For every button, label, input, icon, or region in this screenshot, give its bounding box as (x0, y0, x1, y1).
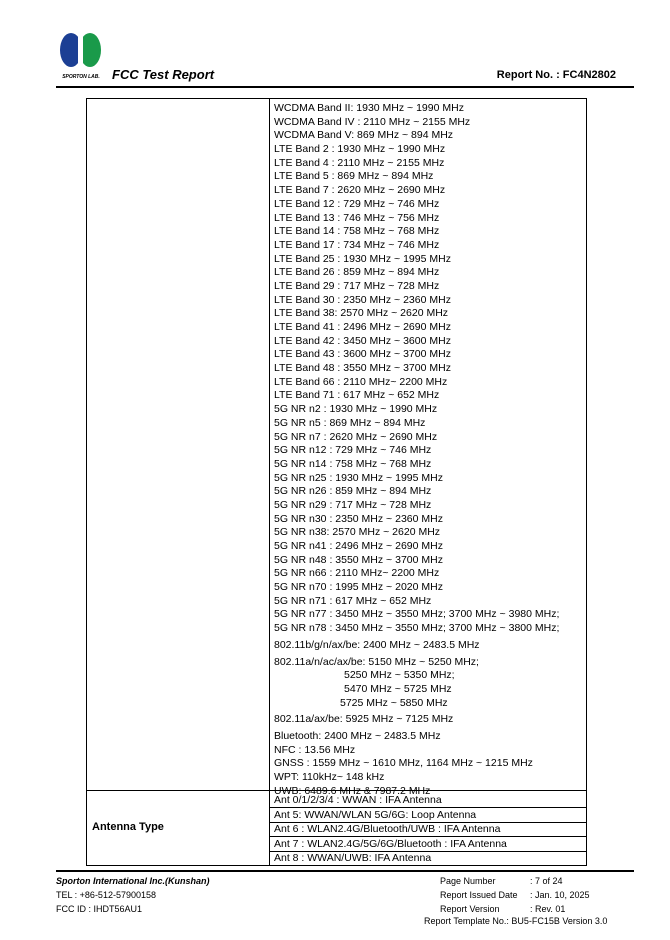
frequency-item: 5G NR n29 : 717 MHz ~ 728 MHz (274, 498, 432, 511)
frequency-item: NFC : 13.56 MHz (274, 743, 356, 756)
frequency-item: LTE Band 17 : 734 MHz ~ 746 MHz (274, 238, 440, 251)
frequency-item: Bluetooth: 2400 MHz ~ 2483.5 MHz (274, 729, 441, 742)
frequency-item: 5G NR n38: 2570 MHz ~ 2620 MHz (274, 526, 441, 539)
frequency-item: 802.11a/n/ac/ax/be: 5150 MHz ~ 5250 MHz; (274, 655, 479, 668)
frequency-item: 5G NR n14 : 758 MHz ~ 768 MHz (274, 457, 432, 470)
frequency-item: 5G NR n70 : 1995 MHz ~ 2020 MHz (274, 581, 443, 594)
report-title: FCC Test Report (112, 67, 215, 82)
frequency-item: LTE Band 38: 2570 MHz ~ 2620 MHz (274, 307, 449, 320)
frequency-item: 5725 MHz ~ 5850 MHz (340, 696, 448, 709)
frequency-item: LTE Band 25 : 1930 MHz ~ 1995 MHz (274, 252, 451, 265)
issued-date-label: Report Issued Date (440, 890, 518, 900)
frequency-item: 5G NR n71 : 617 MHz ~ 652 MHz (274, 594, 432, 607)
frequency-item: LTE Band 13 : 746 MHz ~ 756 MHz (274, 211, 440, 224)
frequency-item: 5G NR n5 : 869 MHz ~ 894 MHz (274, 416, 426, 429)
frequency-item: LTE Band 42 : 3450 MHz ~ 3600 MHz (274, 334, 451, 347)
frequency-item: LTE Band 43 : 3600 MHz ~ 3700 MHz (274, 348, 451, 361)
frequency-item: 5G NR n2 : 1930 MHz ~ 1990 MHz (274, 403, 438, 416)
report-version: : Rev. 01 (530, 904, 566, 914)
company-name: Sporton International Inc.(Kunshan) (56, 876, 210, 886)
frequency-item: LTE Band 29 : 717 MHz ~ 728 MHz (274, 279, 440, 292)
frequency-item: 5G NR n26 : 859 MHz ~ 894 MHz (274, 485, 432, 498)
spec-table (86, 98, 587, 866)
antenna-item: Ant 6 : WLAN2.4G/Bluetooth/UWB : IFA Antenna (274, 823, 501, 836)
antenna-row-divider (270, 836, 586, 837)
antenna-row-divider (270, 807, 586, 808)
frequency-item: 5G NR n66 : 2110 MHz~ 2200 MHz (274, 567, 440, 580)
page-number: : 7 of 24 (530, 876, 563, 886)
logo-text: SPORTON LAB. (62, 74, 100, 80)
frequency-item: WCDMA Band II: 1930 MHz ~ 1990 MHz (274, 102, 464, 114)
frequency-item: LTE Band 14 : 758 MHz ~ 768 MHz (274, 225, 440, 238)
column-divider (269, 99, 270, 865)
frequency-item: 5470 MHz ~ 5725 MHz (344, 682, 452, 695)
frequency-item: UWB: 6489.6 MHz & 7987.2 MHz (274, 784, 431, 797)
antenna-item: Ant 8 : WWAN/UWB: IFA Antenna (274, 852, 432, 865)
frequency-item: WCDMA Band V: 869 MHz ~ 894 MHz (274, 129, 454, 142)
frequency-item: LTE Band 12 : 729 MHz ~ 746 MHz (274, 197, 440, 210)
frequency-item: 5G NR n41 : 2496 MHz ~ 2690 MHz (274, 540, 443, 552)
frequency-item: 5G NR n7 : 2620 MHz ~ 2690 MHz (274, 430, 438, 443)
frequency-item: LTE Band 26 : 859 MHz ~ 894 MHz (274, 266, 440, 279)
frequency-item: WCDMA Band IV : 2110 MHz ~ 2155 MHz (274, 115, 471, 128)
antenna-type-label: Antenna Type (92, 821, 164, 833)
frequency-item: LTE Band 2 : 1930 MHz ~ 1990 MHz (274, 143, 446, 156)
frequency-list (274, 102, 584, 798)
frequency-item: 5G NR n48 : 3550 MHz ~ 3700 MHz (274, 553, 443, 566)
frequency-item: 5G NR n77 : 3450 MHz ~ 3550 MHz; 3700 MHz ~ 3980 MHz; (274, 608, 560, 621)
frequency-item: LTE Band 66 : 2110 MHz~ 2200 MHz (274, 375, 448, 388)
frequency-item: 5G NR n25 : 1930 MHz ~ 1995 MHz (274, 471, 443, 484)
frequency-item: WPT: 110kHz~ 148 kHz (274, 771, 385, 783)
frequency-item: LTE Band 30 : 2350 MHz ~ 2360 MHz (274, 293, 451, 306)
frequency-item: LTE Band 41 : 2496 MHz ~ 2690 MHz (274, 321, 451, 333)
frequency-item: 5G NR n30 : 2350 MHz ~ 2360 MHz (274, 512, 443, 525)
frequency-item: LTE Band 7 : 2620 MHz ~ 2690 MHz (274, 184, 446, 197)
antenna-list (274, 793, 507, 866)
footer-divider (56, 870, 634, 872)
frequency-item: LTE Band 5 : 869 MHz ~ 894 MHz (274, 170, 434, 183)
report-number: Report No. : FC4N2802 (496, 69, 616, 81)
footer-report-info (440, 874, 590, 916)
frequency-item: GNSS : 1559 MHz ~ 1610 MHz, 1164 MHz ~ 1215 MHz (274, 757, 533, 770)
frequency-item: LTE Band 71 : 617 MHz ~ 652 MHz (274, 389, 440, 402)
header-divider (56, 86, 634, 88)
frequency-item: 5250 MHz ~ 5350 MHz; (344, 669, 455, 682)
antenna-row-divider (270, 851, 586, 852)
antenna-item: Ant 5: WWAN/WLAN 5G/6G: Loop Antenna (274, 808, 477, 821)
antenna-item: Ant 0/1/2/3/4 : WWAN : IFA Antenna (274, 794, 442, 806)
frequency-item: 5G NR n78 : 3450 MHz ~ 3550 MHz; 3700 MHz ~ 3800 MHz; (274, 622, 560, 635)
report-template: Report Template No.: BU5-FC15B Version 3.0 (424, 916, 608, 926)
fcc-id: FCC ID : IHDT56AU1 (56, 904, 143, 914)
frequency-item: 5G NR n12 : 729 MHz ~ 746 MHz (274, 444, 432, 457)
frequency-item: 802.11a/ax/be: 5925 MHz ~ 7125 MHz (274, 713, 454, 726)
footer-company-info (56, 874, 210, 916)
page-number-label: Page Number (440, 876, 496, 886)
page-header (56, 30, 634, 86)
issued-date: : Jan. 10, 2025 (530, 890, 590, 900)
sporton-logo (56, 30, 106, 82)
telephone: TEL : +86-512-57900158 (56, 890, 156, 900)
frequency-item: LTE Band 4 : 2110 MHz ~ 2155 MHz (274, 156, 445, 169)
frequency-item: LTE Band 48 : 3550 MHz ~ 3700 MHz (274, 362, 451, 375)
antenna-row-divider (270, 822, 586, 823)
report-version-label: Report Version (440, 904, 500, 914)
antenna-item: Ant 7 : WLAN2.4G/5G/6G/Bluetooth : IFA Antenna (274, 837, 507, 850)
frequency-item: 802.11b/g/n/ax/be: 2400 MHz ~ 2483.5 MHz (274, 638, 480, 651)
